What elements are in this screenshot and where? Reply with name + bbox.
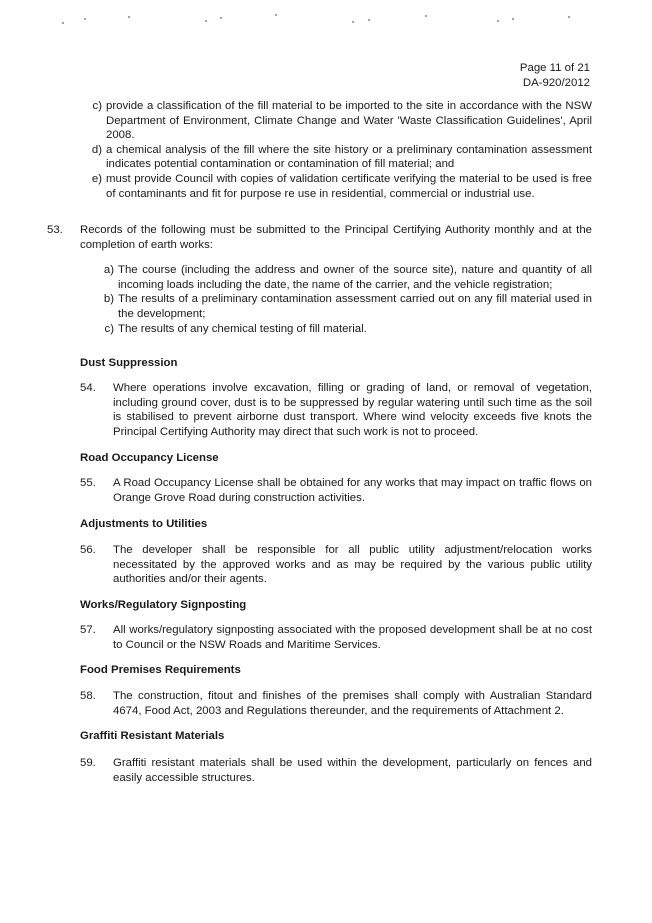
condition-number: 54. [80, 382, 96, 394]
scan-speck [275, 14, 277, 16]
condition-58 [80, 689, 592, 718]
item-text: provide a classification of the fill material to be imported to the site in accordance with the NSW Department of Environment, Climate Change and Water 'Waste Classification Guidelines', April 2008. [106, 100, 592, 142]
condition-text: The construction, fitout and finishes of the premises shall comply with Australian Standard 4674, Food Act, 2003 and Regulations thereunder, and the requirements of Attachment 2. [113, 690, 592, 717]
section-heading: Food Premises Requirements [80, 664, 241, 676]
scan-speck [128, 16, 130, 18]
condition-text: Graffiti resistant materials shall be used within the development, particularly on fences and easily accessible structures. [113, 757, 592, 784]
section-heading: Works/Regulatory Signposting [80, 599, 247, 611]
condition-55 [80, 476, 592, 505]
list-item [80, 172, 592, 201]
scan-speck [84, 18, 86, 20]
item-text: a chemical analysis of the fill where the site history or a preliminary contamination assessment indicates potential contamination or contamination of fill material; and [106, 143, 592, 171]
condition-number: 59. [80, 757, 96, 769]
condition-text: All works/regulatory signposting associated with the proposed development shall be at no cost to Council or the NSW Roads and Maritime Services. [113, 624, 592, 651]
item-text: must provide Council with copies of validation certificate verifying the material to be used is free of contaminants and fit for purpose re use in residential, commercial or industrial use. [106, 172, 592, 200]
scan-speck [205, 20, 207, 22]
list-item [80, 143, 592, 172]
item-text: The course (including the address and owner of the source site), nature and quantity of all incoming loads including the date, the name of the carrier, and the vehicle registration; [118, 264, 592, 291]
condition-text: Where operations involve excavation, filling or grading of land, or removal of vegetation, including ground cover, dust is to be suppressed by regular watering until such time as the soil is stabilised to prevent airborne dust transport. Where wind velocity exceeds five knots the Principal Certifying Authority may direct that such work is not to proceed. [113, 382, 592, 438]
condition-number: 56. [80, 544, 96, 556]
scan-speck [368, 19, 370, 21]
scan-speck [352, 21, 354, 23]
condition-number: 58. [80, 690, 96, 702]
item-label: e) [91, 172, 102, 185]
document-reference: DA-920/2012 [522, 76, 590, 89]
item-label: b) [103, 293, 114, 306]
condition-59 [80, 756, 592, 785]
condition-text: A Road Occupancy License shall be obtained for any works that may impact on traffic flows on Orange Grove Road during construction activities. [113, 477, 592, 504]
item-label: d) [91, 143, 102, 156]
item-text: The results of any chemical testing of fill material. [118, 322, 367, 335]
list-item [92, 292, 592, 321]
condition-57 [80, 623, 592, 652]
condition-53 [47, 223, 592, 336]
list-item [80, 99, 592, 143]
scan-speck [220, 17, 222, 19]
condition-54 [80, 381, 592, 439]
scan-speck [62, 22, 64, 24]
item-label: a) [103, 264, 114, 277]
condition-number: 57. [80, 624, 96, 636]
item-label: c) [104, 322, 114, 335]
condition-number: 55. [80, 477, 96, 489]
section-heading: Graffiti Resistant Materials [80, 730, 225, 742]
list-item [92, 322, 592, 337]
condition-text: The developer shall be responsible for all public utility adjustment/relocation works necessitated by the approved works and as may be required by the various public utility authorities and/or their agents. [113, 544, 592, 586]
scan-speck [425, 15, 427, 17]
section-heading: Road Occupancy License [80, 452, 219, 464]
section-heading: Adjustments to Utilities [80, 518, 208, 530]
condition-number: 53. [47, 224, 63, 236]
continued-items [80, 99, 592, 201]
page-header [520, 61, 590, 90]
condition-text: Records of the following must be submitted to the Principal Certifying Authority monthly and at the completion of earth works: [80, 224, 592, 251]
section-heading: Dust Suppression [80, 357, 178, 369]
scan-speck [568, 16, 570, 18]
list-item [92, 263, 592, 292]
condition-56 [80, 543, 592, 587]
item-text: The results of a preliminary contamination assessment carried out on any fill material used in the development; [118, 293, 592, 320]
item-label: c) [92, 100, 102, 112]
scan-speck [512, 18, 514, 20]
scan-speck [497, 20, 499, 22]
page-number: Page 11 of 21 [519, 62, 590, 74]
